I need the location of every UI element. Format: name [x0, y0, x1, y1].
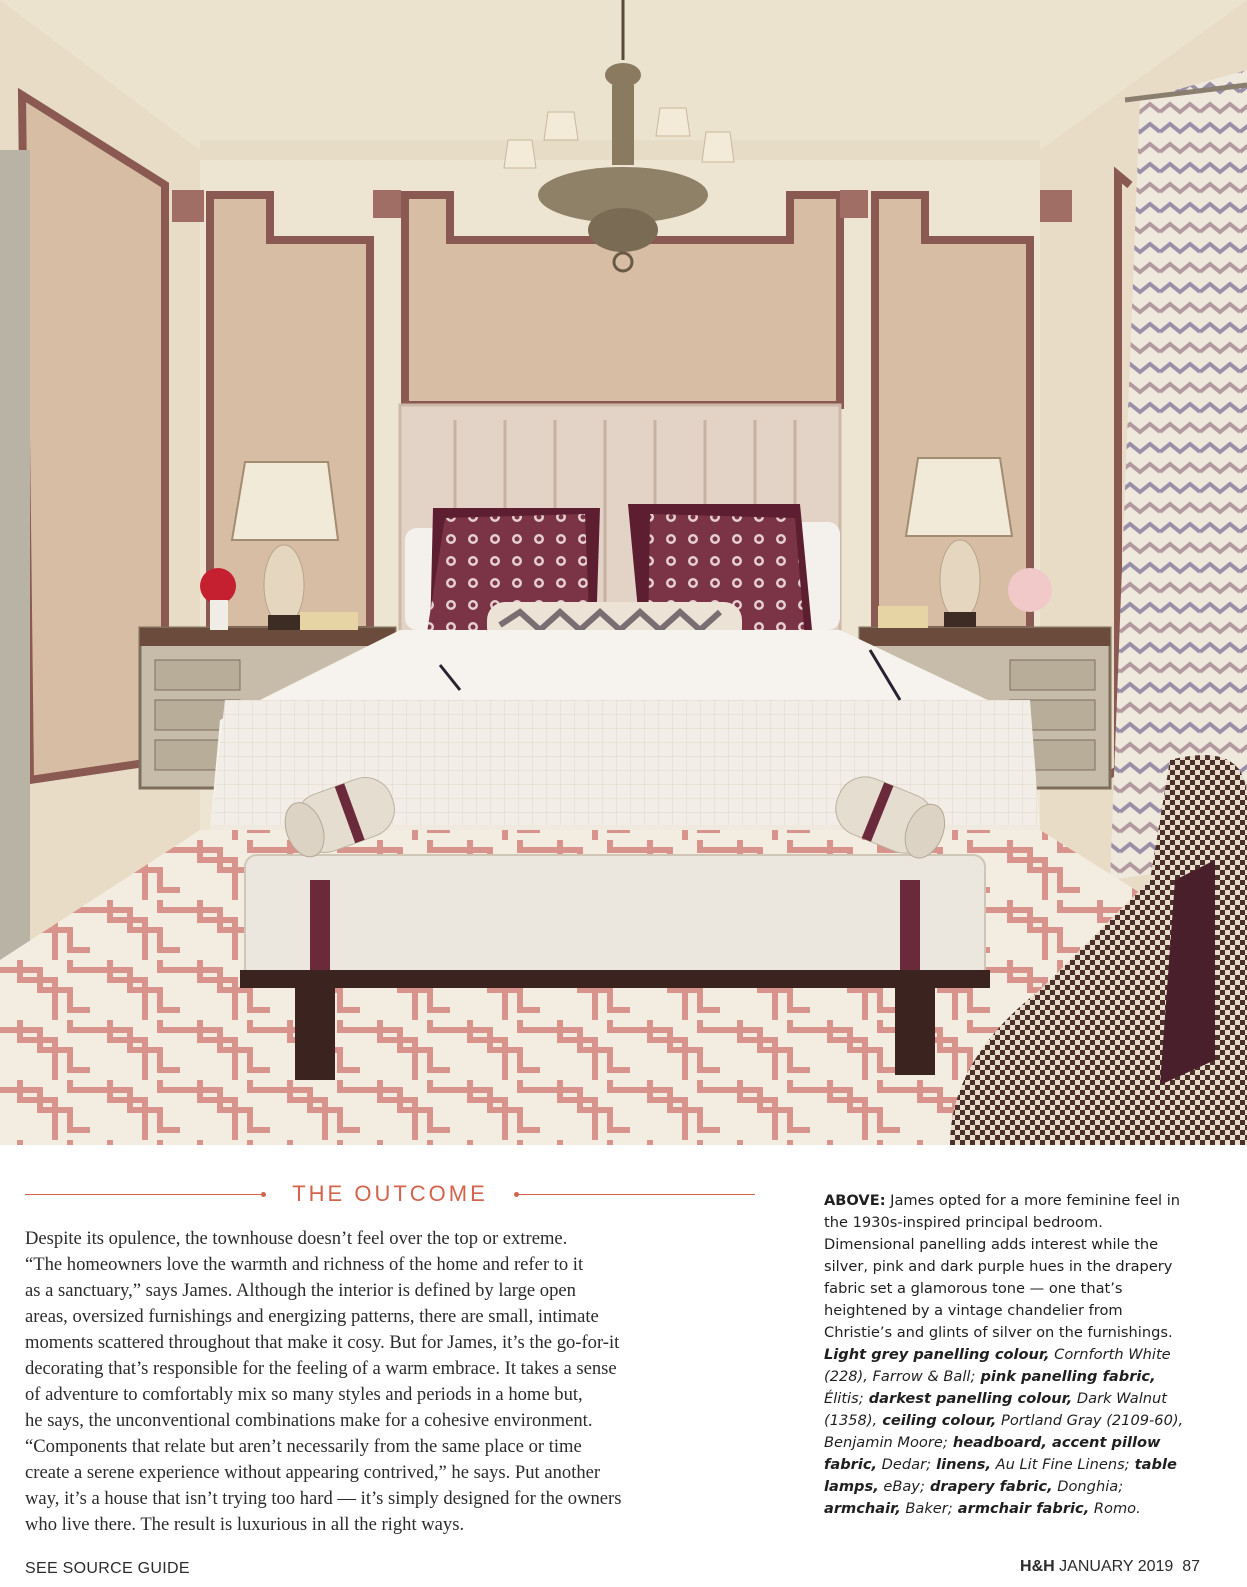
caption-credits	[824, 1346, 1183, 1517]
body-line: “The homeowners love the warmth and richness of the home and refer to it	[25, 1254, 584, 1275]
body-line: “Components that relate but aren’t necessarily from the same place or time	[25, 1436, 582, 1457]
credit-label: darkest panelling colour,	[863, 1390, 1073, 1407]
credit-value: Romo.	[1089, 1500, 1141, 1517]
body-line: decorating that’s responsible for the feeling of a warm embrace. It takes a sense	[25, 1358, 617, 1379]
caption-label: ABOVE:	[824, 1192, 886, 1209]
caption-intro: James opted for a more feminine feel in the 1930s-inspired principal bedroom. Dimensional panelling adds interest while the silver, pink and dark purple hues in the drapery fabric set a glamorous tone — one that’s heightened by a vintage chandelier from Christie’s and glints of silver on the furnishings.	[824, 1192, 1181, 1341]
body-line: as a sanctuary,” says James. Although the interior is defined by large open	[25, 1280, 576, 1301]
heading-rule-right	[517, 1194, 755, 1195]
credit-label: drapery fabric,	[924, 1478, 1053, 1495]
credit-value: Dark Walnut (1358),	[824, 1390, 1168, 1429]
issue-date: JANUARY 2019	[1059, 1558, 1174, 1575]
credit-value: Donghia;	[1052, 1478, 1124, 1495]
page-number: 87	[1182, 1558, 1200, 1575]
credit-value: Élitis;	[824, 1390, 864, 1407]
body-line: areas, oversized furnishings and energizing patterns, there are small, intimate	[25, 1306, 599, 1327]
body-line: who live there. The result is luxurious in all the right ways.	[25, 1514, 465, 1535]
credit-label: armchair,	[824, 1500, 901, 1517]
credit-label: Light grey panelling colour,	[824, 1346, 1050, 1363]
body-line: create a serene experience without appearing contrived,” he says. Put another	[25, 1462, 601, 1483]
credit-label: ceiling colour,	[877, 1412, 997, 1429]
article-body	[25, 1226, 765, 1538]
credit-label: table lamps,	[824, 1456, 1177, 1495]
section-heading	[25, 1182, 755, 1212]
body-line: of adventure to comfortably mix so many styles and periods in a home but,	[25, 1384, 583, 1405]
credit-value: Au Lit Fine Linens;	[991, 1456, 1130, 1473]
folio	[1020, 1558, 1200, 1576]
magazine-brand: H&H	[1020, 1558, 1055, 1575]
body-line: moments scattered throughout that make it cosy. But for James, it’s the go-for-it	[25, 1332, 620, 1353]
body-line: he says, the unconventional combinations make for a cohesive environment.	[25, 1410, 593, 1431]
source-guide-note: SEE SOURCE GUIDE	[25, 1560, 190, 1577]
credit-value: Cornforth White (228), Farrow & Ball;	[824, 1346, 1171, 1385]
credit-value: eBay;	[878, 1478, 925, 1495]
credit-value: Dedar;	[877, 1456, 932, 1473]
body-line: Despite its opulence, the townhouse doesn’t feel over the top or extreme.	[25, 1228, 568, 1249]
credit-label: headboard, accent pillow fabric,	[824, 1434, 1161, 1473]
credit-label: pink panelling fabric,	[975, 1368, 1156, 1385]
credit-value: Portland Gray (2109-60), Benjamin Moore;	[824, 1412, 1184, 1451]
credit-value: Baker;	[900, 1500, 953, 1517]
credit-label: linens,	[931, 1456, 992, 1473]
body-line: way, it’s a house that isn’t trying too hard — it’s simply designed for the owners	[25, 1488, 622, 1509]
photo-caption	[824, 1190, 1194, 1520]
section-title: THE OUTCOME	[292, 1181, 488, 1206]
credit-label: armchair fabric,	[952, 1500, 1090, 1517]
